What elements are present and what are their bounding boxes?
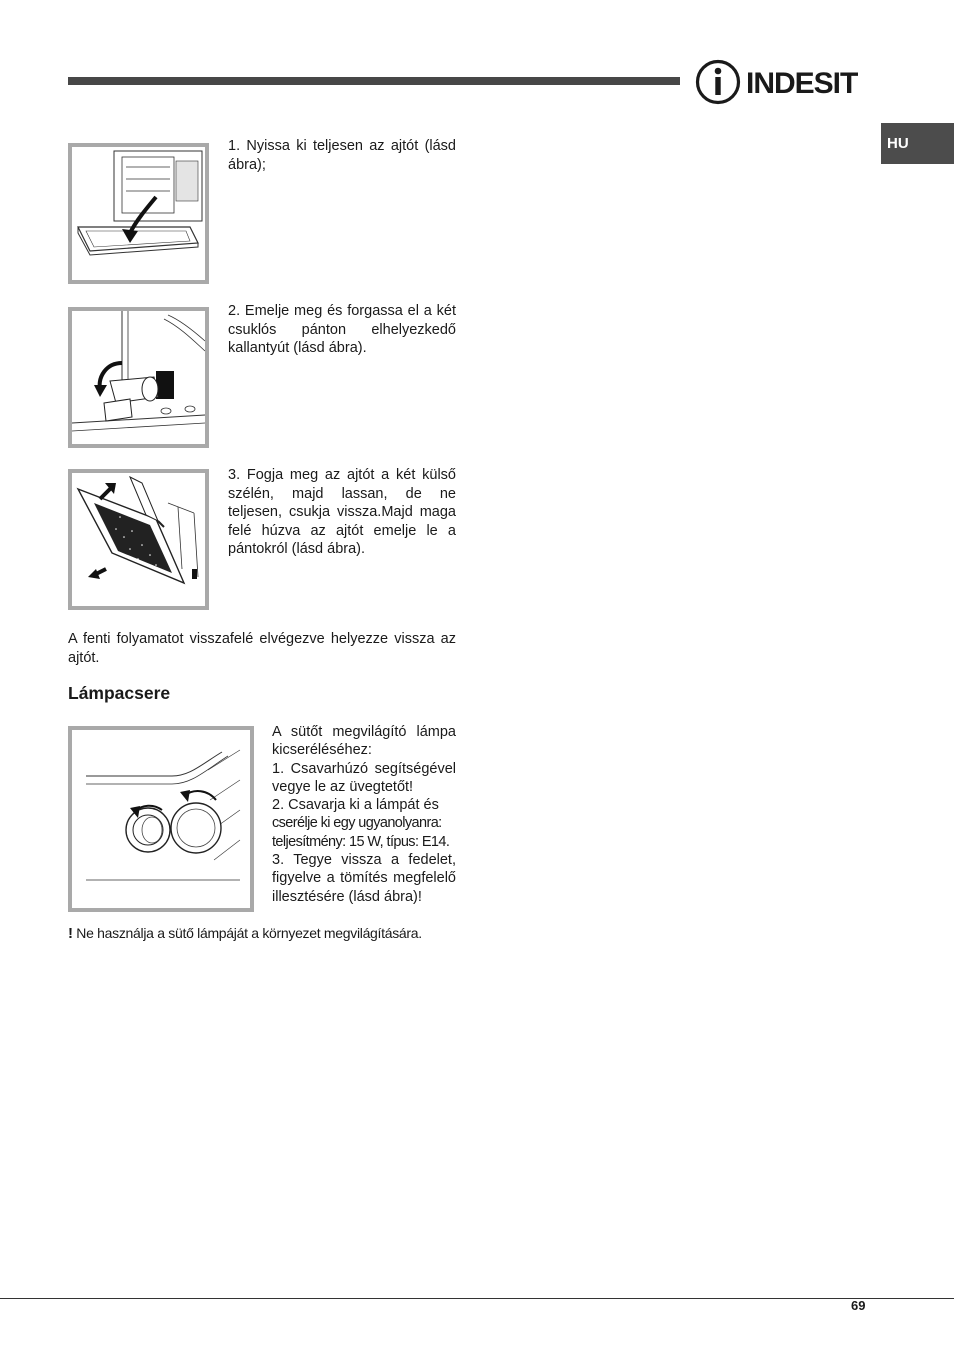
lamp-step-3: 3. Tegye vissza a fedelet, figyelve a tömítés megfelelő illesztésére (lásd ábra)! [272,852,456,905]
figure-hinge-lever [68,307,209,448]
warning-note [68,924,468,943]
step-2-text: 2. Emelje meg és forgassa el a két csuklós pánton elhelyezkedő kallantyút (lásd ábra). [228,303,456,356]
footer-rule [0,1298,954,1299]
section-title-lampacsere: Lámpacsere [68,683,171,703]
figure-lamp [68,726,254,912]
figure-lift-door [68,469,209,610]
language-tab: HU [881,123,954,164]
warning-text: Ne használja a sütő lámpáját a környezet megvilágítására. [76,925,422,941]
brand-text: INDESIT [746,67,858,100]
lamp-step-1: 1. Csavarhúzó segítségével vegye le az üvegtetőt! [272,760,456,795]
figure-open-door [68,143,209,284]
page-number: 69 [851,1298,866,1313]
reverse-note: A fenti folyamatot visszafelé elvégezve helyezze vissza az ajtót. [68,631,456,666]
lamp-intro: A sütőt megvilágító lámpa kicseréléséhez: [272,724,456,759]
lamp-step-2b: cserélje ki egy ugyanolyanra: [272,815,442,832]
step-1-text: 1. Nyissa ki teljesen az ajtót (lásd ábra); [228,138,456,173]
indesit-logo [694,59,872,105]
lamp-instructions [272,723,456,906]
warning-mark: ! [68,925,73,942]
lamp-step-2c: teljesítmény: 15 W, típus: E14. [272,833,450,850]
lamp-step-2a: 2. Csavarja ki a lámpát és [272,797,439,814]
header-bar [68,77,680,85]
step-3-text: 3. Fogja meg az ajtót a két külső szélén, majd lassan, de ne teljesen, csukja vissza.Majd maga felé húzva az ajtót emelje le a pántokról (lásd ábra). [228,467,456,557]
